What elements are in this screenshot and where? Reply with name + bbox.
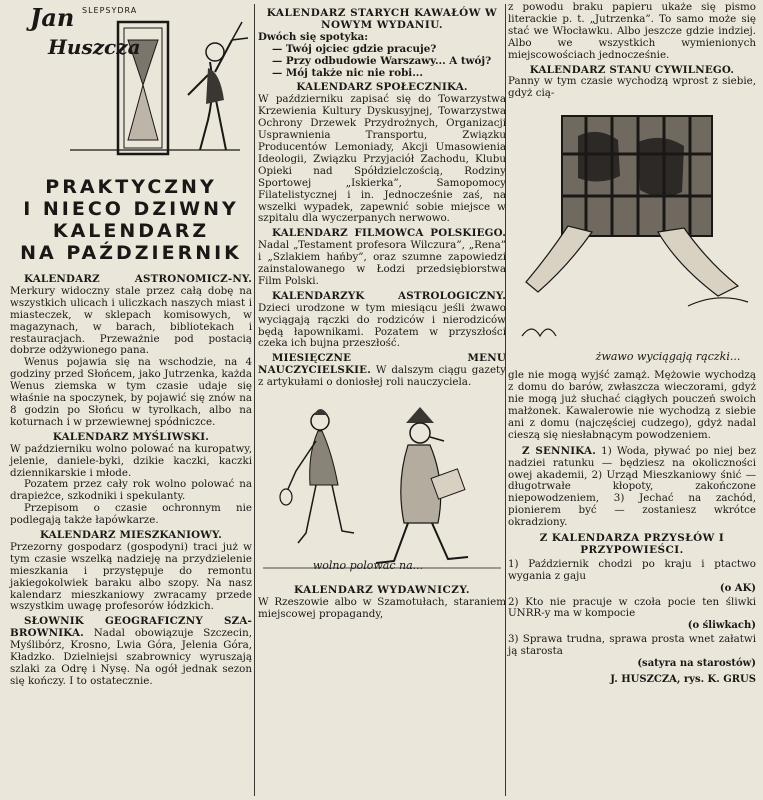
section-astrology	[258, 291, 506, 351]
proverb-item	[508, 559, 756, 595]
proverb-source: (o śliwkach)	[687, 620, 756, 632]
logo-name-last: Huszcza	[48, 35, 141, 59]
section-heading: KALENDARZ WYDAWNICZY.	[293, 584, 471, 597]
section-dream-book	[508, 446, 756, 529]
dialogue-line: — Przy odbudowie Warszawy... A twój?	[272, 54, 492, 67]
section-text: W październiku wolno polować na kuropatwy, jelenie, daniele-byki, dzikie kaczki, kaczki dziennikarskie i młode.	[10, 442, 252, 479]
article-title	[10, 176, 252, 264]
section-astronomy	[10, 274, 252, 357]
column-right	[508, 0, 756, 685]
illustration-caption: wolno polować na...	[312, 559, 424, 573]
section-text: W Rzeszowie albo w Szamotułach, staraniem miejscowej propagandy,	[258, 596, 506, 620]
hunting-illustration	[258, 393, 506, 581]
section-heading: KALENDARZ STANU CYWILNEGO.	[529, 63, 735, 76]
section-civil-status	[508, 65, 756, 101]
section-text: Panny w tym czasie wychodzą wprost z siebie, gdyż cią-	[508, 75, 756, 100]
title-line: PRAKTYCZNY	[45, 176, 217, 198]
couple-walking-drawing	[258, 393, 506, 581]
proverb-text: 1) Październik chodzi po kraju i ptactwo wygania z gaju	[508, 557, 756, 582]
title-line: KALENDARZ	[52, 220, 210, 242]
section-text: 1) Woda, pływać po niej bez nadziei ratunku — będziesz na okoliczności owej akademii, 2) Urząd Mieszkaniowy śnić — długotrwałe kłopoty, zakończone niepowodzeniem, 3) Jechać na zachód, pionierem być — zostaniesz wkrótce okradziony.	[508, 444, 757, 529]
section-social	[258, 82, 506, 225]
section-heading: KALENDARZYK ASTROLOGICZNY.	[272, 289, 506, 302]
section-text: Merkury widoczny stale przez całą dobę na wszystkich ulicach i uliczkach naszych miast i miasteczek, w sklepach komisowych, w magazynach, w barach, bibliotekach i restauracjach. Przeważnie pod postacią dobrze odżywionego pana.	[10, 284, 252, 357]
prison-illustration	[508, 106, 756, 368]
column-middle	[258, 0, 506, 621]
section-housing	[10, 530, 252, 613]
paragraph: gle nie mogą wyjść zamąż. Mężowie wychodzą z domu do barów, zwłaszcza wieczorami, gdyż nie mogą już słuchać ciągłych pouczeń swoich małżonek. Kawalerowie nie wychodzą z siebie ani z domu (najczęściej cudzego), gdyż nadal cieszą się niesłabnącym powodzeniem.	[508, 369, 756, 441]
logo-stamp-text: SLEPSYDRA	[82, 6, 138, 15]
section-heading: SŁOWNIK GEOGRAFICZNY SZA-BROWNIKA.	[10, 615, 252, 640]
section-text: Nadal „Testament profesora Wilczura”, „Rena” i „Szlakiem hańby”, oraz szumne zapowiedzi zainstalowanego w Łodzi przedsiębiorstwa Film Polski.	[258, 239, 506, 287]
logo-name-first: Jan	[30, 3, 75, 32]
section-heading: MIESIĘCZNE MENU NAUCZYCIELSKIE.	[258, 352, 506, 377]
paragraph: Przepisom o czasie ochronnym nie podlegają także łapówkarze.	[10, 502, 252, 527]
title-line: NA PAŹDZIERNIK	[20, 242, 242, 264]
proverb-text: 2) Kto nie pracuje w czoła pocie ten śliwki UNRR-y ma w kompocie	[508, 595, 756, 620]
section-heading: KALENDARZ ASTRONOMICZ-NY.	[24, 273, 252, 285]
section-heading: KALENDARZ STARYCH KAWAŁÓW W NOWYM WYDANIU.	[266, 7, 498, 31]
section-text: Dzieci urodzone w tym miesiącu jeśli żwawo wyciągają rączki do rodziców i nierodziców będą łapownikami. Pozatem w przyszłości czeka ich bujna przeszłość.	[258, 301, 506, 350]
paragraph: Wenus pojawia się na wschodzie, na 4 godziny przed Słońcem, jako Jutrzenka, każda Wenus ziemska w tym czasie udaje się właśnie na spoczynek, by pojawić się znów na 8 godzin po Słońcu w tyrolkach, albo na koturnach i w przewiewnej spódniczce.	[10, 356, 252, 428]
section-film	[258, 228, 506, 288]
section-heading: KALENDARZ MIESZKANIOWY.	[39, 529, 223, 542]
proverb-source: (satyra na starostów)	[637, 658, 756, 670]
section-text: Przezorny gospodarz (gospodyni) traci już w tym czasie wszelką nadzieję na przydzielenie mieszkania i przystępuje do remontu jakiegokolwiek baraku albo szopy. Na nasz kalendarz mieszkaniowy zwracamy przede wszystkim uwagę profesorów łódzkich.	[10, 540, 252, 613]
logo-illustration	[10, 0, 252, 170]
section-heading: KALENDARZ SPOŁECZNIKA.	[296, 81, 468, 94]
section-text: W październiku zapisać się do Towarzystwa Krzewienia Kultury Dyskusyjnej, Towarzystwa Ochrony Drzewek Przydrożnych, Organizacji Usprawnienia Transportu, Związku Producentów Lemoniady, Akcji Umasowienia Ideologii, Związku Przyjaciół Zachodu, Klubu Opieki nad Spółdzielczością, Rodziny Sportowej „Iskierka”, Samopomocy Filatelistycznej i in. Jednocześnie zaś, na wszelki wypadek, zapewnić sobie miejsce w szpitalu dla wyczerpanych nerwowo.	[258, 93, 506, 225]
section-hunting	[10, 432, 252, 480]
section-geography	[10, 616, 252, 687]
proverb-text: 3) Sprawa trudna, sprawa prosta wnet załatwi ją starosta	[508, 633, 756, 658]
section-heading: Z SENNIKA.	[522, 444, 596, 457]
proverb-source: (o AK)	[719, 582, 756, 594]
paragraph: Pozatem przez cały rok wolno polować na drapieżce, szkodniki i spekulanty.	[10, 478, 252, 503]
illustration-caption: żwawo wyciągają rączki...	[595, 350, 741, 364]
dialogue-line: — Twój ojciec gdzie pracuje?	[272, 42, 437, 55]
column-left	[10, 0, 252, 688]
section-teacher-menu	[258, 353, 506, 389]
section-heading: KALENDARZ MYŚLIWSKI.	[52, 430, 210, 443]
section-text: W dalszym ciągu gazety z artykułami o doniosłej roli nauczyciela.	[258, 364, 506, 389]
proverb-item	[508, 634, 756, 670]
section-text: Nadal obowiązuje Szczecin, Myślibórz, Krosno, Lwia Góra, Jelenia Góra, Kładzko. Dzielniejsi szabrownicy wyruszają szlaki za Odrę i Nysę. Na ogół jednak sezon się kończy. I to ostatecznie.	[10, 627, 252, 687]
paragraph: z powodu braku papieru ukaże się pismo literackie p. t. „Jutrzenka”. To samo może się stać we Włocławku. Albo jeszcze gdzie indziej. Albo we wszystkich wymienionych miejscowościach jednocześnie.	[508, 1, 756, 61]
proverb-list	[508, 559, 756, 670]
dialogue-line: Dwóch się spotyka:	[258, 30, 369, 43]
dialogue-line: — Mój także nic nie robi...	[272, 66, 423, 79]
hands-through-bars-drawing	[508, 106, 756, 368]
title-line: I NIECO DZIWNY	[23, 198, 239, 220]
proverb-item	[508, 597, 756, 633]
section-heading: Z KALENDARZA PRZYSŁÓW I PRZYPOWIEŚCI.	[539, 532, 725, 556]
author-signature: J. HUSZCZA, rys. K. GRUS	[610, 674, 756, 685]
section-heading: KALENDARZ FILMOWCA POLSKIEGO.	[272, 227, 506, 240]
column-divider	[254, 4, 255, 796]
